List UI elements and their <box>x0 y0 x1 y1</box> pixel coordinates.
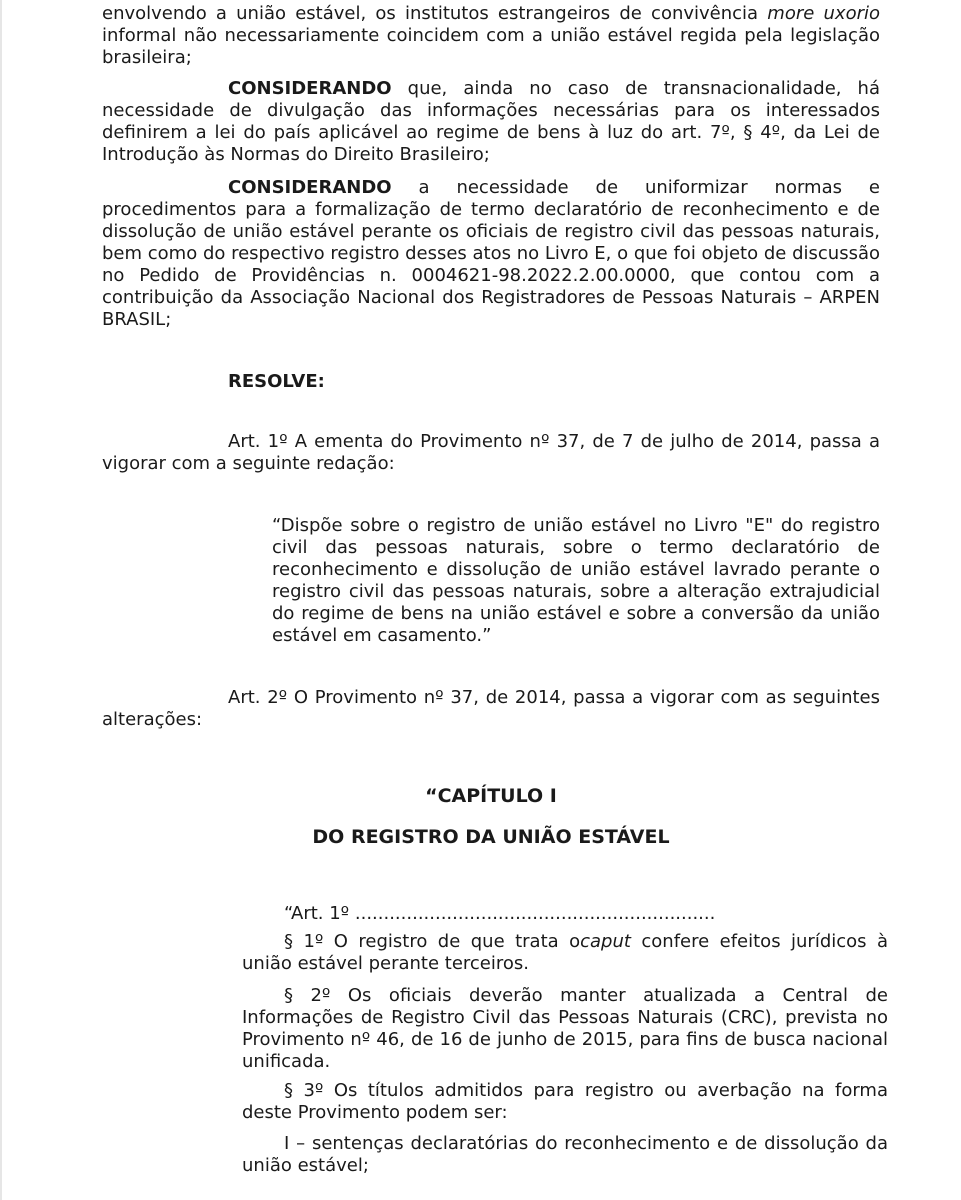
resolve-heading: RESOLVE: <box>228 371 325 392</box>
considerando-keyword: CONSIDERANDO <box>228 177 392 198</box>
paragraph-section-1 <box>242 931 888 975</box>
paragraph-text: a necessidade de uniformizar normas e procedimentos para a formalização de termo declaratório de reconhecimento e de dissolução de união estável perante os oficiais de registro civil das pessoas naturais, bem como do respectivo registro desses atos no Livro E, o que foi objeto de discussão no Pedido de Providências n. 0004621-98.2022.2.00.0000, que contou com a contribuição da Associação Nacional dos Registradores de Pessoas Naturais – ARPEN BRASIL; <box>102 177 880 330</box>
article-2: Art. 2º O Provimento nº 37, de 2014, passa a vigorar com as seguintes alterações: <box>102 687 880 730</box>
paragraph-text: que, ainda no caso de transnacionalidade, há necessidade de divulgação das informações necessárias para os interessados definirem a lei do país aplicável ao regime de bens à luz do art. 7º, § 4º, da Lei de Introdução às Normas do Direito Brasileiro; <box>102 78 880 165</box>
section-text: § 1º O registro de que trata o <box>284 931 581 952</box>
italic-term: caput <box>580 931 631 952</box>
considerando-keyword: CONSIDERANDO <box>228 78 392 99</box>
considerando-paragraph-2 <box>102 177 880 331</box>
paragraph-section-3: § 3º Os títulos admitidos para registro ou averbação na forma deste Provimento podem ser: <box>242 1080 888 1123</box>
inciso-1: I – sentenças declaratórias do reconhecimento e de dissolução da união estável; <box>242 1133 888 1176</box>
section-text: confere efeitos jurídicos à união estável perante terceiros. <box>242 931 889 974</box>
page-edge <box>0 0 2 1200</box>
ementa-quote: “Dispõe sobre o registro de união estável no Livro "E" do registro civil das pessoas naturais, sobre o termo declaratório de reconhecimento e dissolução de união estável lavrado perante o registro civil das pessoas naturais, sobre a alteração extrajudicial do regime de bens na união estável e sobre a conversão da união estável em casamento.” <box>272 515 880 646</box>
considerando-paragraph-1 <box>102 78 880 166</box>
paragraph-text: informal não necessariamente coincidem com a união estável regida pela legislação brasileira; <box>102 25 880 68</box>
chapter-subtitle: DO REGISTRO DA UNIÃO ESTÁVEL <box>312 826 670 848</box>
paragraph-text: envolvendo a união estável, os institutos estrangeiros de convivência <box>102 3 768 24</box>
article-1: Art. 1º A ementa do Provimento nº 37, de 7 de julho de 2014, passa a vigorar com a seguinte redação: <box>102 431 880 474</box>
chapter-title: “CAPÍTULO I <box>425 785 557 807</box>
inner-article-1: “Art. 1º ............................................................... <box>284 903 716 924</box>
paragraph-section-2: § 2º Os oficiais deverão manter atualizada a Central de Informações de Registro Civil das Pessoas Naturais (CRC), prevista no Provimento nº 46, de 16 de junho de 2015, para fins de busca nacional unificada. <box>242 985 888 1072</box>
paragraph-continuation <box>102 3 880 69</box>
italic-term: more uxorio <box>767 3 881 24</box>
